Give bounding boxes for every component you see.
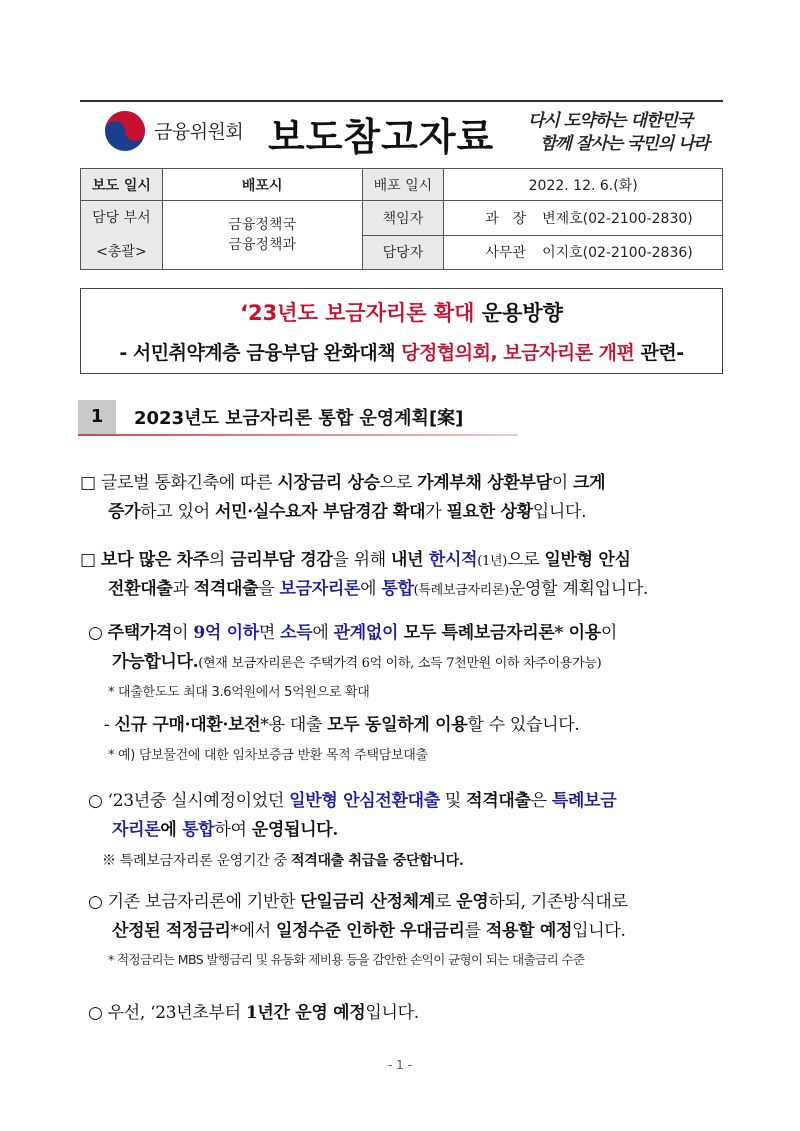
- t: 은: [530, 791, 552, 811]
- sub-title-b: 관련-: [634, 342, 684, 364]
- t: 에: [360, 579, 382, 599]
- t: 필요한 상황: [446, 502, 533, 522]
- t: 으로: [507, 550, 545, 570]
- t: -: [104, 715, 115, 735]
- dept-sub: <총괄>: [96, 244, 147, 260]
- t: 단일금리 산정체계: [300, 892, 435, 912]
- section-underline: [78, 434, 518, 436]
- t: 금리부담 경감: [230, 550, 333, 570]
- dept-value-cell: [162, 201, 362, 270]
- b1-line2: [112, 647, 601, 672]
- t: 내년: [391, 550, 429, 570]
- t: 일반형 안심: [544, 550, 631, 570]
- t: 에: [312, 623, 334, 643]
- main-title: [80, 297, 723, 327]
- t: 를: [464, 921, 486, 941]
- t: 관계없이: [333, 623, 399, 643]
- t: 과: [172, 579, 194, 599]
- t: ○ 우선, ‘23년초부터: [88, 1003, 246, 1023]
- t: 신규 구매·대환·보전: [114, 715, 261, 735]
- t: 크게: [572, 473, 606, 493]
- b3-line2: [112, 916, 626, 941]
- t: 에: [160, 820, 183, 840]
- t: 적격대출: [193, 579, 259, 599]
- t: 하여: [214, 820, 252, 840]
- t: 입니다.: [532, 502, 587, 522]
- page-number: - 1 -: [388, 1058, 412, 1072]
- t: (특례보금자리론): [413, 583, 509, 598]
- t: 운영할 계획입니다.: [508, 579, 649, 599]
- b3-note: * 적정금리는 MBS 발행금리 및 유동화 제비용 등을 감안한 손익이 균형이 되는 대출금리 수준: [108, 952, 585, 967]
- section-number: 1: [78, 400, 116, 434]
- staff-label: 담당자: [362, 235, 444, 270]
- t: ※ 특례보금자리론 운영기간 중: [102, 853, 291, 869]
- t: 서민·실수요자 부담경감 확대: [214, 502, 426, 522]
- resp-cell: [444, 201, 723, 236]
- release-info-table: [80, 168, 723, 270]
- release-value: 배포시: [162, 169, 362, 201]
- t: 적용할 예정: [485, 921, 573, 941]
- t: 하되, 기존방식대로: [488, 892, 628, 912]
- t: 산정된 적정금리: [112, 921, 231, 941]
- main-title-highlight: ‘23년도 보금자리론 확대: [240, 301, 475, 325]
- t: 이: [551, 473, 573, 493]
- t: 모두 특례보금자리론* 이용: [398, 623, 601, 643]
- release-label: 보도 일시: [81, 169, 163, 201]
- staff-title: 사무관: [485, 245, 526, 262]
- slogan-line1: 다시 도약하는 대한민국: [528, 111, 693, 131]
- t: ○: [88, 623, 108, 643]
- p2-line2: [108, 574, 648, 599]
- t: 보금자리론: [279, 579, 361, 599]
- t: 의: [208, 550, 231, 570]
- t: (현재 보금자리론은 주택가격 6억 이하, 소득 7천만원 이하 차주이용가능): [198, 656, 602, 671]
- sub-title-highlight: 당정협의회, 보금자리론 개편: [401, 342, 635, 364]
- t: ○ ‘23년중 실시예정이었던: [88, 791, 290, 811]
- dept-label: 담당 부서: [92, 210, 151, 226]
- t: 이: [172, 623, 194, 643]
- t: 을 위해: [332, 550, 392, 570]
- taegeuk-logo-icon: [104, 110, 146, 152]
- doc-title: 보도참고자료: [268, 115, 495, 159]
- t: 주택가격: [107, 623, 173, 643]
- t: 할 수 있습니다.: [467, 715, 580, 735]
- t: 소득: [280, 623, 313, 643]
- t: 운영: [456, 892, 489, 912]
- dist-label: 배포 일시: [362, 169, 444, 201]
- t: 모두 동일하게 이용: [327, 715, 468, 735]
- dist-value: 2022. 12. 6.(화): [444, 169, 723, 201]
- t: (1년): [477, 554, 508, 569]
- t: *에서: [230, 921, 277, 941]
- slogan-line2: 함께 잘사는 국민의 나라: [540, 134, 709, 154]
- b2-note: [102, 850, 463, 870]
- t: 1년간 운영 예정: [245, 1003, 366, 1023]
- t: 일반형 안심전환대출: [289, 791, 440, 811]
- t: 일정수준 인하한 우대금리: [276, 921, 465, 941]
- resp-label: 책임자: [362, 201, 444, 236]
- dept-label-cell: [81, 201, 163, 270]
- t: *용 대출: [260, 715, 328, 735]
- t: 자리론: [112, 820, 161, 840]
- staff-name: 이지호(02-2100-2836): [542, 245, 693, 262]
- t: 로: [434, 892, 457, 912]
- org-name: 금융위원회: [154, 121, 244, 143]
- t: ○ 기존 보금자리론에 기반한: [88, 892, 301, 912]
- t: 입니다.: [572, 921, 626, 941]
- b1-note: * 대출한도도 최대 3.6억원에서 5억원으로 확대: [108, 685, 370, 700]
- p1-line2: [108, 497, 586, 522]
- dept-value1: 금융정책국: [228, 217, 296, 233]
- b1-line1: [88, 618, 617, 643]
- t: 이: [600, 623, 618, 643]
- t: 입니다.: [365, 1003, 419, 1023]
- t: 하고 있어: [140, 502, 215, 522]
- t: 시장금리 상승: [277, 473, 380, 493]
- resp-name: 변제호(02-2100-2830): [542, 210, 693, 227]
- t: 통합: [182, 820, 215, 840]
- t: 운영됩니다.: [251, 820, 338, 840]
- t: 특례보금: [551, 791, 617, 811]
- main-title-rest: 운용방향: [474, 301, 563, 325]
- t: 적격대출: [466, 791, 531, 811]
- resp-title: 과 장: [485, 210, 527, 227]
- b1-sub-note: * 예) 담보물건에 대한 임차보증금 반환 목적 주택담보대출: [108, 748, 428, 763]
- b2-line2: [112, 815, 338, 840]
- t: 9억 이하: [193, 623, 259, 643]
- sub-title-a: - 서민취약계층 금융부담 완화대책: [119, 342, 402, 364]
- t: □ 글로벌 통화긴축에 따른: [80, 473, 278, 493]
- section-title: 2023년도 보금자리론 통합 운영계획[案]: [134, 408, 464, 429]
- t: 전환대출: [108, 579, 173, 599]
- t: 보다 많은 차주: [100, 550, 209, 570]
- p2-line1: [80, 545, 631, 570]
- t: 및: [439, 791, 467, 811]
- b3-line1: [88, 887, 628, 912]
- sub-title: [80, 338, 723, 365]
- t: 한시적: [428, 550, 478, 570]
- t: 면: [258, 623, 281, 643]
- t: 을: [258, 579, 280, 599]
- t: 가: [425, 502, 447, 522]
- p1-line1: [80, 468, 605, 493]
- t: 가능합니다.: [112, 652, 199, 672]
- staff-cell: [444, 235, 723, 270]
- t: 증가: [108, 502, 141, 522]
- t: 가계부채 상환부담: [417, 473, 552, 493]
- b4-line: [88, 998, 419, 1023]
- t: 으로: [379, 473, 418, 493]
- b2-line1: [88, 786, 616, 811]
- t: 적격대출 취급을 중단합니다.: [291, 853, 464, 869]
- t: □: [80, 550, 101, 570]
- dept-value2: 금융정책과: [228, 237, 296, 253]
- b1-sub: [104, 710, 579, 735]
- t: 통합: [381, 579, 414, 599]
